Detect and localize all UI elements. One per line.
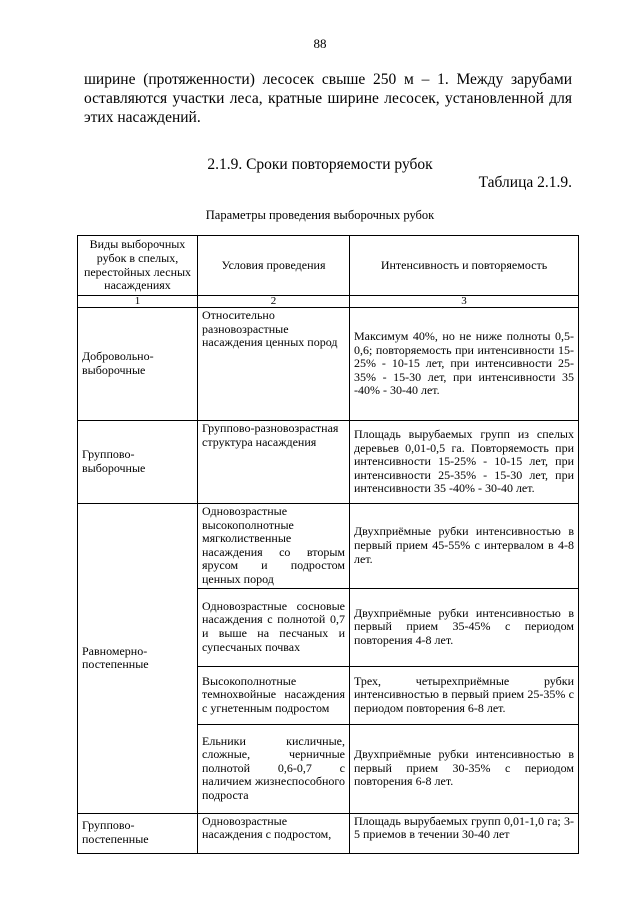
- header-intensity: Интенсивность и повторяемость: [350, 236, 579, 296]
- cell-intensity: Площадь вырубаемых групп 0,01-1,0 га; 3-5 приемов в течении 30-40 лет: [350, 813, 579, 853]
- cell-type: Группово-постепенные: [78, 813, 198, 853]
- table-row: [78, 421, 579, 504]
- cell-intensity: Двухприёмные рубки интенсивностью в первый прием 45-55% с интервалом в 4-8 лет.: [350, 504, 579, 589]
- cell-conditions: Одновозрастные высокополнотные мягколиственные насаждения со вторым ярусом и подростом ценных пород: [198, 504, 350, 589]
- table-row: [78, 813, 579, 853]
- cell-conditions: Одновозрастные сосновые насаждения с полнотой 0,7 и выше на песчаных и супесчаных почвах: [198, 588, 350, 666]
- table-row: [78, 308, 579, 421]
- cell-conditions: Группово-разновозрастная структура насаждения: [198, 421, 350, 504]
- table-label: Таблица 2.1.9.: [478, 174, 572, 191]
- cell-conditions: Ельники кисличные, сложные, черничные полнотой 0,6-0,7 с наличием жизнеспособного подроста: [198, 724, 350, 813]
- parameters-table: [77, 235, 579, 854]
- cell-type: Равномерно-постепенные: [78, 504, 198, 814]
- cell-conditions: Одновозрастные насаждения с подростом,: [198, 813, 350, 853]
- cell-intensity: Максимум 40%, но не ниже полноты 0,5-0,6; повторяемость при интенсивности 15-25% - 10-15 лет, при интенсивности 25-35% - 15-30 лет, при интенсивности 35 -40% - 30-40 лет.: [350, 308, 579, 421]
- column-number: 2: [198, 296, 350, 308]
- header-conditions: Условия проведения: [198, 236, 350, 296]
- cell-conditions: Высокополнотные темнохвойные насаждения с угнетенным подростом: [198, 666, 350, 724]
- cell-conditions: Относительно разновозрастные насаждения ценных пород: [198, 308, 350, 421]
- cell-intensity: Трех, четырехприёмные рубки интенсивностью в первый прием 25-35% с периодом повторения 6-8 лет.: [350, 666, 579, 724]
- cell-type: Группово-выборочные: [78, 421, 198, 504]
- section-heading: 2.1.9. Сроки повторяемости рубок: [207, 156, 433, 173]
- table-row: [78, 504, 579, 589]
- intro-paragraph: ширине (протяженности) лесосек свыше 250 м – 1. Между зарубами оставляются участки леса, кратные ширине лесосек, установленной для этих насаждений.: [84, 71, 572, 126]
- column-number: 1: [78, 296, 198, 308]
- cell-type: Добровольно-выборочные: [78, 308, 198, 421]
- cell-intensity: Двухприёмные рубки интенсивностью в первый прием 30-35% с периодом повторения 6-8 лет.: [350, 724, 579, 813]
- column-number: 3: [350, 296, 579, 308]
- table-caption: Параметры проведения выборочных рубок: [205, 208, 435, 222]
- header-types: Виды выборочных рубок в спелых, перестойных лесных насаждениях: [78, 236, 198, 296]
- cell-intensity: Площадь вырубаемых групп из спелых деревьев 0,01-0,5 га. Повторяемость при интенсивности 15-25% - 10-15 лет, при интенсивности 25-35% - 15-30 лет, при интенсивности 35 -40% - 30-40 лет.: [350, 421, 579, 504]
- cell-intensity: Двухприёмные рубки интенсивностью в первый прием 35-45% с периодом повторения 4-8 лет.: [350, 588, 579, 666]
- page-number: 88: [313, 36, 327, 51]
- table-header-row: [78, 236, 579, 296]
- column-number-row: [78, 296, 579, 308]
